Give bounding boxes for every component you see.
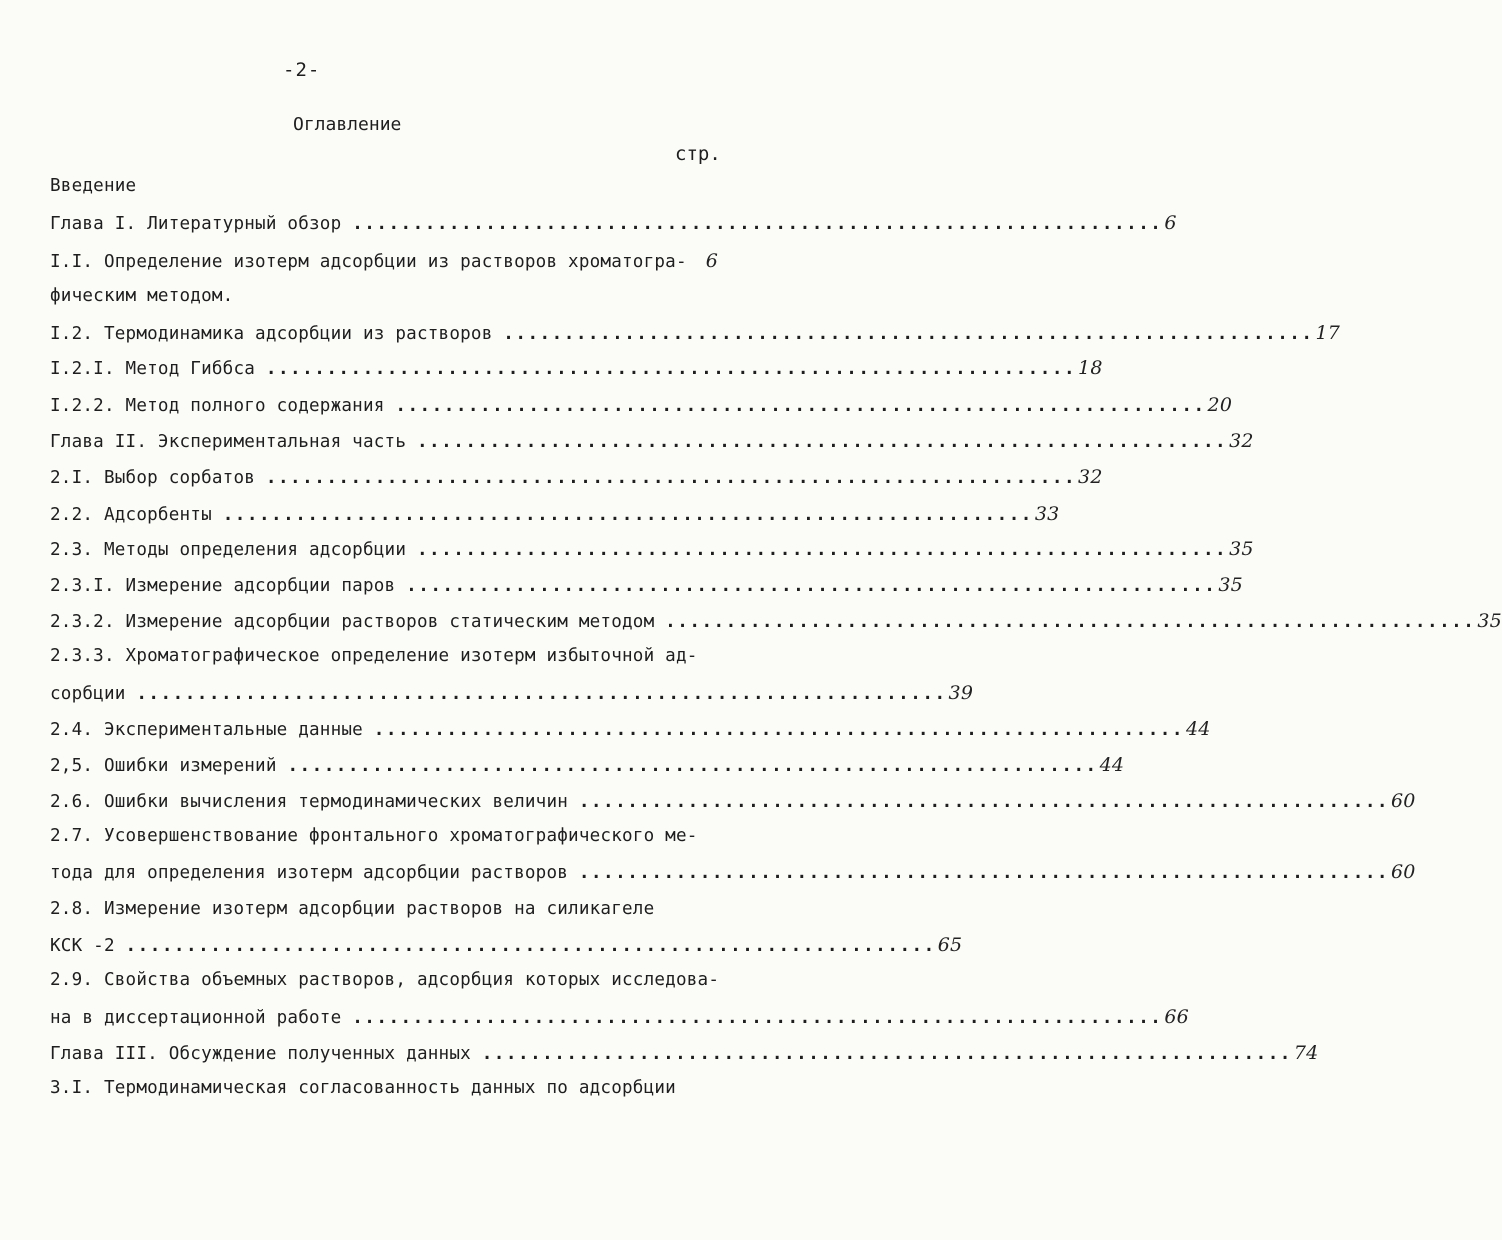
leader-dots: ...................................................................	[665, 612, 1476, 632]
toc-entry	[50, 1006, 1189, 1032]
leader-dots: ...................................................................	[287, 756, 1098, 776]
toc-entry	[50, 322, 1341, 348]
toc-entry	[50, 610, 1502, 636]
toc-entry-page: 33	[1034, 503, 1060, 525]
toc-entry-text: на в диссертационной работе	[50, 1008, 353, 1028]
toc-entry-text: 2.3.I. Измерение адсорбции паров	[50, 576, 407, 596]
page-number: -2-	[283, 59, 321, 81]
toc-entry-page: 6	[705, 250, 718, 272]
toc-entry-text: 2.9. Свойства объемных растворов, адсорбция которых исследова-	[50, 970, 720, 990]
leader-dots: ...................................................................	[395, 396, 1206, 416]
toc-entry-page: 32	[1229, 430, 1254, 452]
toc-entry-page: 32	[1078, 466, 1103, 488]
toc-entry-page: 17	[1315, 322, 1341, 344]
toc-entry	[50, 176, 710, 202]
leader-dots: ...................................................................	[352, 1008, 1163, 1028]
leader-dots: ...................................................................	[416, 432, 1228, 452]
toc-entry-text: 2.4. Экспериментальные данные	[50, 720, 374, 740]
toc-entry-page: 66	[1164, 1006, 1189, 1028]
toc-entry-text: 2.I. Выбор сорбатов	[50, 468, 266, 488]
toc-entry-page: 65	[937, 934, 963, 956]
toc-entry	[50, 250, 718, 276]
toc-entry-text: фическим методом.	[50, 286, 234, 306]
leader-dots: ...................................................................	[406, 576, 1217, 596]
leader-dots: ...................................................................	[265, 359, 1077, 379]
toc-entry	[50, 934, 963, 960]
toc-entry	[50, 430, 1254, 456]
toc-entry-text: 2,5. Ошибки измерений	[50, 756, 288, 776]
toc-entry	[50, 754, 1125, 780]
toc-entry-text: 2.8. Измерение изотерм адсорбции растворов на силикагеле	[50, 899, 655, 919]
toc-entry-text: 3.I. Термодинамическая согласованность данных по адсорбции	[50, 1078, 676, 1098]
toc-entry	[50, 718, 1211, 744]
leader-dots: ...................................................................	[136, 684, 947, 704]
toc-entry-page: 35	[1218, 574, 1243, 596]
leader-dots: ...................................................................	[125, 936, 936, 956]
toc-entry	[50, 646, 718, 672]
toc-entry-text: Глава II. Экспериментальная часть	[50, 432, 417, 452]
toc-entry-text: 2.3. Методы определения адсорбции	[50, 540, 417, 560]
toc-entry	[50, 970, 718, 996]
toc-entry	[50, 212, 1177, 238]
toc-entry-text: КСК -2	[50, 936, 126, 956]
toc-entry-page: 44	[1185, 718, 1211, 740]
leader-dots: ...................................................................	[503, 324, 1314, 344]
toc-entry-text: 2.3.3. Хроматографическое определение изотерм избыточной ад-	[50, 646, 698, 666]
toc-entry	[50, 899, 718, 925]
leader-dots: ...................................................................	[373, 720, 1184, 740]
toc-entry	[50, 466, 1103, 492]
toc-entry-text: 2.7. Усовершенствование фронтального хроматографического ме-	[50, 826, 698, 846]
leader-dots: ...................................................................	[416, 540, 1228, 560]
toc-entry	[50, 790, 1416, 816]
toc-entry	[50, 394, 1233, 420]
toc-entry	[50, 861, 1416, 887]
toc-entry-text: I.I. Определение изотерм адсорбции из растворов хроматогра-	[50, 252, 687, 272]
toc-entry-text: Глава III. Обсуждение полученных данных	[50, 1044, 482, 1064]
toc-entry	[50, 826, 718, 852]
toc-entry	[50, 357, 1103, 383]
toc-entry-page: 35	[1229, 538, 1254, 560]
toc-entry-text: тода для определения изотерм адсорбции растворов	[50, 863, 579, 883]
toc-entry-text: Глава I. Литературный обзор	[50, 214, 353, 234]
toc-entry-text: 2.3.2. Измерение адсорбции растворов статическим методом	[50, 612, 666, 632]
leader-dots: ...................................................................	[352, 214, 1163, 234]
toc-entry-page: 60	[1391, 790, 1416, 812]
toc-entry-page: 18	[1078, 357, 1103, 379]
toc-entry-text: 2.2. Адсорбенты	[50, 505, 223, 525]
page-title: Оглавление	[293, 114, 402, 135]
toc-entry	[50, 286, 718, 312]
toc-entry-page: 39	[948, 682, 974, 704]
toc-entry-text: I.2.I. Метод Гиббса	[50, 359, 266, 379]
toc-entry-page: 35	[1477, 610, 1502, 632]
toc-entry-text: сорбции	[50, 684, 137, 704]
leader-dots: ...................................................................	[578, 792, 1390, 812]
toc-entry-text: I.2.2. Метод полного содержания	[50, 396, 396, 416]
toc-entry-page: 44	[1099, 754, 1125, 776]
toc-entry-page: 6	[1164, 212, 1177, 234]
toc-entry	[50, 682, 974, 708]
leader-dots: ...................................................................	[578, 863, 1390, 883]
page-column-label: стр.	[675, 143, 721, 165]
toc-entry	[50, 1042, 1319, 1068]
toc-entry	[50, 574, 1243, 600]
toc-entry-text: Введение	[50, 176, 137, 196]
toc-entry	[50, 1078, 718, 1104]
toc-entry-text: 2.6. Ошибки вычисления термодинамических величин	[50, 792, 579, 812]
leader-dots: ...................................................................	[481, 1044, 1292, 1064]
toc-entry-page: 20	[1207, 394, 1233, 416]
leader-dots: ...................................................................	[222, 505, 1033, 525]
toc-entry	[50, 503, 1060, 529]
leader-dots: ...................................................................	[265, 468, 1077, 488]
toc-entry-page: 74	[1293, 1042, 1319, 1064]
toc-entry-text: I.2. Термодинамика адсорбции из растворов	[50, 324, 504, 344]
toc-entry-page: 60	[1391, 861, 1416, 883]
toc-entry	[50, 538, 1254, 564]
